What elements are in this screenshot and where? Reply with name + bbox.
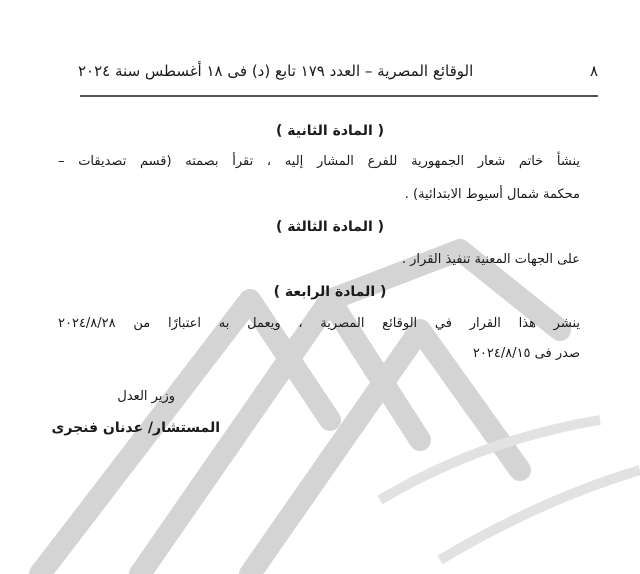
article-heading: ( المادة الرابعة )	[273, 284, 387, 300]
page-number: ٨	[589, 62, 598, 80]
gazette-title: الوقائع المصرية – العدد ١٧٩ تابع (د) فى ١٨ أغسطس سنة ٢٠٢٤	[78, 62, 474, 80]
article-heading: ( المادة الثانية )	[275, 123, 385, 139]
header-divider	[80, 95, 598, 97]
article-heading: ( المادة الثالثة )	[275, 219, 385, 235]
issue-date: صدر فى ٢٠٢٤/٨/١٥	[472, 346, 580, 361]
page-header	[78, 60, 598, 82]
article-text-line: محكمة شمال أسيوط الابتدائية) .	[404, 187, 580, 202]
signature-role: وزير العدل	[117, 389, 175, 404]
article-text-line: على الجهات المعنية تنفيذ القرار .	[401, 252, 580, 267]
article-text-line: ينشر هذا القرار في الوقائع المصرية ، ويعمل به اعتبارًا من ٢٠٢٤/٨/٢٨	[58, 316, 580, 331]
article-text-line: ينشأ خاتم شعار الجمهورية للفرع المشار إليه ، تقرأ بصمته (قسم تصديقات –	[58, 154, 580, 169]
signature-name: المستشار/ عدنان فنجرى	[51, 420, 220, 436]
